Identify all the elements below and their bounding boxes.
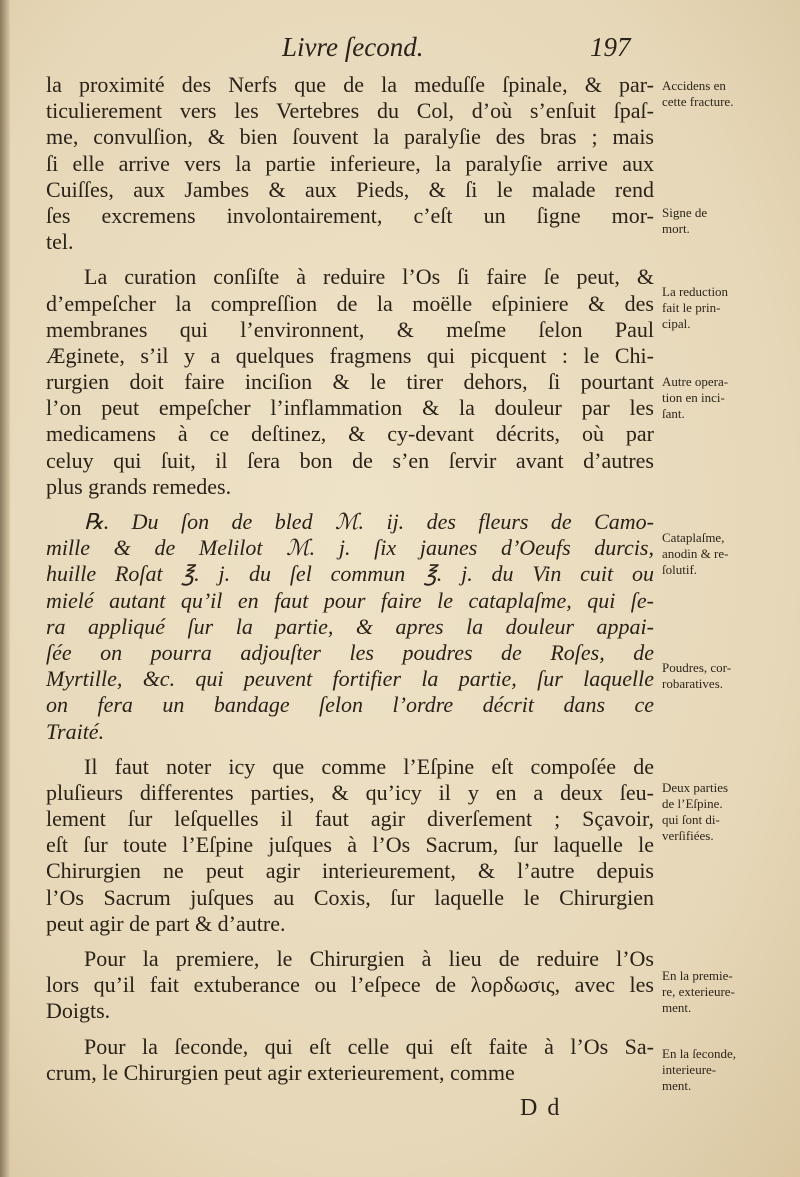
text-line: ra appliqué ſur la partie, & apres la douleur appai- xyxy=(46,613,654,639)
margin-note-line: interieure- xyxy=(662,1062,717,1077)
text-line: huille Roſat ℥. j. du ſel commun ℥. j. du Vin cuit ou xyxy=(46,561,654,587)
text-line: on fera un bandage ſelon l’ordre décrit dans ce xyxy=(46,692,654,718)
margin-note-line: Accidens en xyxy=(662,78,726,93)
text-line: ſes excremens involontairement, c’eſt un ſigne mor- xyxy=(46,202,654,228)
margin-note-line: tion en inci- xyxy=(662,390,725,405)
signature-mark: D d xyxy=(520,1095,562,1121)
text-line: lors qu’il fait extuberance ou l’eſpece de λορδωσις, avec les xyxy=(46,972,654,998)
text-line: crum, le Chirurgien peut agir exterieurement, comme xyxy=(46,1059,515,1085)
margin-note-line: En la ſeconde, xyxy=(662,1046,736,1061)
margin-note-line: ſolutif. xyxy=(662,562,698,577)
margin-note-line: En la premie- xyxy=(662,968,733,983)
note-seconde xyxy=(662,1046,772,1094)
text-line: Pour la premiere, le Chirurgien à lieu de reduire l’Os xyxy=(84,946,654,971)
margin-note-line: robaratives. xyxy=(662,676,724,691)
page-gutter xyxy=(0,0,10,1177)
margin-note-line: Deux parties xyxy=(662,780,729,795)
text-line: eſt ſur toute l’Eſpine juſques à l’Os Sacrum, ſur laquelle le xyxy=(46,832,654,858)
body-text xyxy=(46,72,654,1086)
margin-note-line: Poudres, cor- xyxy=(662,660,732,675)
note-cataplasme xyxy=(662,530,772,578)
text-line: tel. xyxy=(46,229,74,255)
margin-note-line: cipal. xyxy=(662,316,691,331)
text-paragraph xyxy=(46,72,654,255)
text-line: Il faut noter icy que comme l’Eſpine eſt compoſée de xyxy=(84,753,654,779)
text-line: rurgien doit faire inciſion & le tirer dehors, ſi pourtant xyxy=(46,369,654,395)
text-line: Doigts. xyxy=(46,998,111,1024)
margin-note-line: de l’Eſpine. xyxy=(662,796,723,811)
text-line: la proximité des Nerfs que de la meduſſe ſpinale, & par- xyxy=(46,72,654,97)
text-line: d’empeſcher la compreſſion de la moëlle eſpiniere & des xyxy=(46,290,654,316)
page-header xyxy=(0,32,800,72)
text-line: l’on peut empeſcher l’inflammation & la douleur par les xyxy=(46,395,654,421)
note-operation xyxy=(662,374,772,422)
note-reduction xyxy=(662,284,772,332)
paragraph-gap xyxy=(46,745,654,754)
text-line: medicamens à ce deſtinez, & cy-devant décrits, où par xyxy=(46,421,654,447)
text-line: Myrtille, &c. qui peuvent fortifier la partie, ſur laquelle xyxy=(46,666,654,692)
note-premiere xyxy=(662,968,772,1016)
text-line: membranes qui l’environnent, & meſme ſelon Paul xyxy=(46,316,654,342)
text-line: La curation conſiſte à reduire l’Os ſi faire ſe peut, & xyxy=(84,264,654,290)
paragraph-gap xyxy=(46,255,654,264)
text-line: Traité. xyxy=(46,718,105,744)
paragraph-gap xyxy=(46,1025,654,1034)
running-title: Livre ſecond. xyxy=(282,32,424,62)
text-line: plus grands remedes. xyxy=(46,473,232,499)
margin-note-line: Signe de xyxy=(662,205,708,220)
text-line: peut agir de part & d’autre. xyxy=(46,910,286,936)
margin-note-line: qui ſont di- xyxy=(662,812,720,827)
margin-note-line: cette fracture. xyxy=(662,94,734,109)
page-number: 197 xyxy=(590,32,631,62)
margin-note-line: fait le prin- xyxy=(662,300,721,315)
margin-note-line: ment. xyxy=(662,1078,692,1093)
text-paragraph xyxy=(46,754,654,937)
text-line: ticulierement vers les Vertebres du Col, d’où s’enſuit ſpaſ- xyxy=(46,98,654,124)
margin-note-line: anodin & re- xyxy=(662,546,729,561)
text-paragraph xyxy=(46,946,654,1025)
text-line: l’Os Sacrum juſques au Coxis, ſur laquelle le Chirurgien xyxy=(46,884,654,910)
margin-note-line: re, exterieure- xyxy=(662,984,735,999)
text-line: ℞. Du ſon de bled ℳ. ij. des fleurs de Camo- xyxy=(84,509,654,534)
margin-note-line: Cataplaſme, xyxy=(662,530,725,545)
note-poudres xyxy=(662,660,772,692)
note-accidens xyxy=(662,78,772,110)
text-line: mille & de Melilot ℳ. j. ſix jaunes d’Oeufs durcis, xyxy=(46,535,654,561)
recipe-paragraph xyxy=(46,509,654,745)
text-line: Pour la ſeconde, qui eſt celle qui eſt faite à l’Os Sa- xyxy=(84,1033,654,1059)
paragraph-gap xyxy=(46,500,654,509)
text-line: lement ſur leſquelles il faut agir diverſement ; Sçavoir, xyxy=(46,806,654,832)
text-line: ſée on pourra adjouſter les poudres de Roſes, de xyxy=(46,639,654,665)
text-paragraph xyxy=(46,1034,654,1086)
margin-note-line: Autre opera- xyxy=(662,374,729,389)
note-signe xyxy=(662,205,772,237)
margin-note-line: ſant. xyxy=(662,406,685,421)
note-deux-parties xyxy=(662,780,772,844)
margin-note-line: ment. xyxy=(662,1000,692,1015)
text-paragraph xyxy=(46,264,654,500)
text-line: Cuiſſes, aux Jambes & aux Pieds, & ſi le malade rend xyxy=(46,176,654,202)
paragraph-gap xyxy=(46,937,654,946)
text-line: pluſieurs differentes parties, & qu’icy il y en a deux ſeu- xyxy=(46,779,654,805)
margin-note-line: mort. xyxy=(662,221,690,236)
text-line: Æginete, s’il y a quelques fragmens qui picquent : le Chi- xyxy=(46,342,654,368)
margin-note-line: verſifiées. xyxy=(662,828,714,843)
text-line: me, convulſion, & bien ſouvent la paralyſie des bras ; mais xyxy=(46,124,654,150)
text-line: mielé autant qu’il en faut pour faire le cataplaſme, qui ſe- xyxy=(46,587,654,613)
text-line: ſi elle arrive vers la partie inferieure, la paralyſie arrive aux xyxy=(46,150,654,176)
text-line: celuy qui ſuit, il ſera bon de s’en ſervir avant d’autres xyxy=(46,447,654,473)
text-line: Chirurgien ne peut agir interieurement, & l’autre depuis xyxy=(46,858,654,884)
margin-note-line: La reduction xyxy=(662,284,729,299)
